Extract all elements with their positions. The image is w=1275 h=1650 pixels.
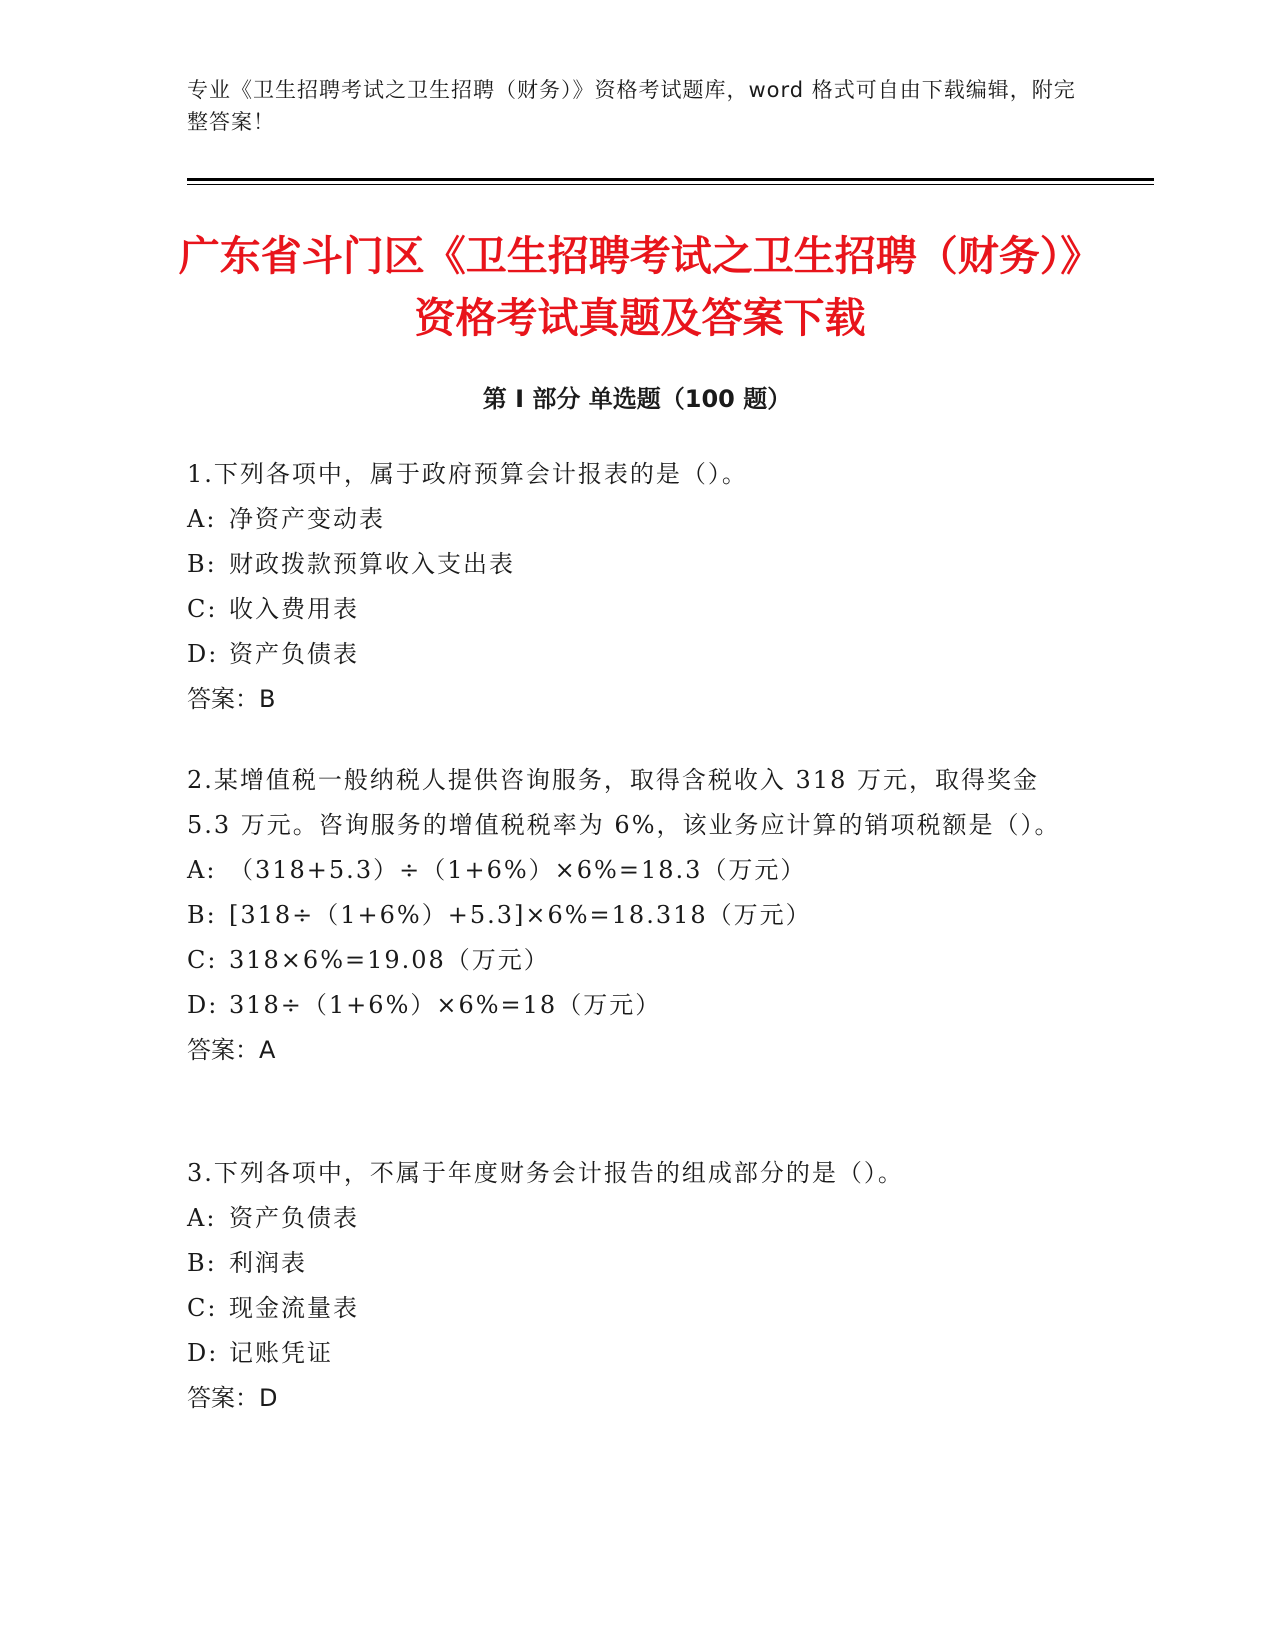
- option-text: 财政拨款预算收入支出表: [229, 550, 515, 578]
- option-letter: D:: [187, 640, 219, 668]
- option-text: 资产负债表: [229, 1204, 359, 1232]
- option-letter: D:: [187, 1339, 219, 1367]
- option-letter: C:: [187, 595, 218, 623]
- option-c: [187, 1286, 1067, 1331]
- option-a: [187, 497, 1067, 542]
- option-text: 318×6%=19.08（万元）: [229, 946, 550, 974]
- option-text: 收入费用表: [229, 595, 359, 623]
- question-stem: 3.下列各项中，不属于年度财务会计报告的组成部分的是（）。: [187, 1159, 904, 1187]
- document-title: 广东省斗门区《卫生招聘考试之卫生招聘（财务）》资格考试真题及答案下载: [178, 232, 1102, 342]
- option-b: [187, 542, 1067, 587]
- option-a: [187, 1196, 1067, 1241]
- question-3: [187, 1151, 1067, 1421]
- answer-line: 答案：A: [187, 1036, 276, 1064]
- option-d: [187, 632, 1067, 677]
- header-note: 专业《卫生招聘考试之卫生招聘（财务）》资格考试题库，word 格式可自由下载编辑，附完整答案！: [187, 78, 1076, 134]
- question-stem: 1.下列各项中，属于政府预算会计报表的是（）。: [187, 460, 748, 488]
- option-c: [187, 938, 1067, 983]
- question-1: [187, 452, 1067, 722]
- option-text: （318+5.3）÷（1+6%）×6%=18.3（万元）: [229, 856, 807, 884]
- answer-line: 答案：B: [187, 685, 276, 713]
- header-divider-thin: [187, 184, 1154, 185]
- section-heading: 第 I 部分 单选题（100 题）: [482, 385, 792, 413]
- question-2: [187, 758, 1067, 1073]
- option-letter: C:: [187, 1294, 218, 1322]
- option-text: 利润表: [229, 1249, 307, 1277]
- option-a: [187, 848, 1067, 893]
- option-text: 318÷（1+6%）×6%=18（万元）: [229, 991, 662, 1019]
- header-divider-thick: [187, 178, 1154, 181]
- option-letter: C:: [187, 946, 218, 974]
- option-text: 净资产变动表: [229, 505, 385, 533]
- option-text: 记账凭证: [229, 1339, 333, 1367]
- option-letter: A:: [187, 505, 217, 533]
- option-text: [318÷（1+6%）+5.3]×6%=18.318（万元）: [229, 901, 812, 929]
- option-letter: A:: [187, 1204, 217, 1232]
- option-letter: B:: [187, 1249, 217, 1277]
- option-letter: B:: [187, 550, 217, 578]
- answer-line: 答案：D: [187, 1384, 278, 1412]
- question-stem: 2.某增值税一般纳税人提供咨询服务，取得含税收入 318 万元，取得奖金 5.3 万元。咨询服务的增值税税率为 6%，该业务应计算的销项税额是（）。: [187, 766, 1061, 839]
- option-b: [187, 893, 1067, 938]
- option-text: 现金流量表: [229, 1294, 359, 1322]
- option-letter: D:: [187, 991, 219, 1019]
- option-b: [187, 1241, 1067, 1286]
- option-d: [187, 1331, 1067, 1376]
- option-c: [187, 587, 1067, 632]
- option-text: 资产负债表: [229, 640, 359, 668]
- option-d: [187, 983, 1067, 1028]
- option-letter: A:: [187, 856, 217, 884]
- option-letter: B:: [187, 901, 217, 929]
